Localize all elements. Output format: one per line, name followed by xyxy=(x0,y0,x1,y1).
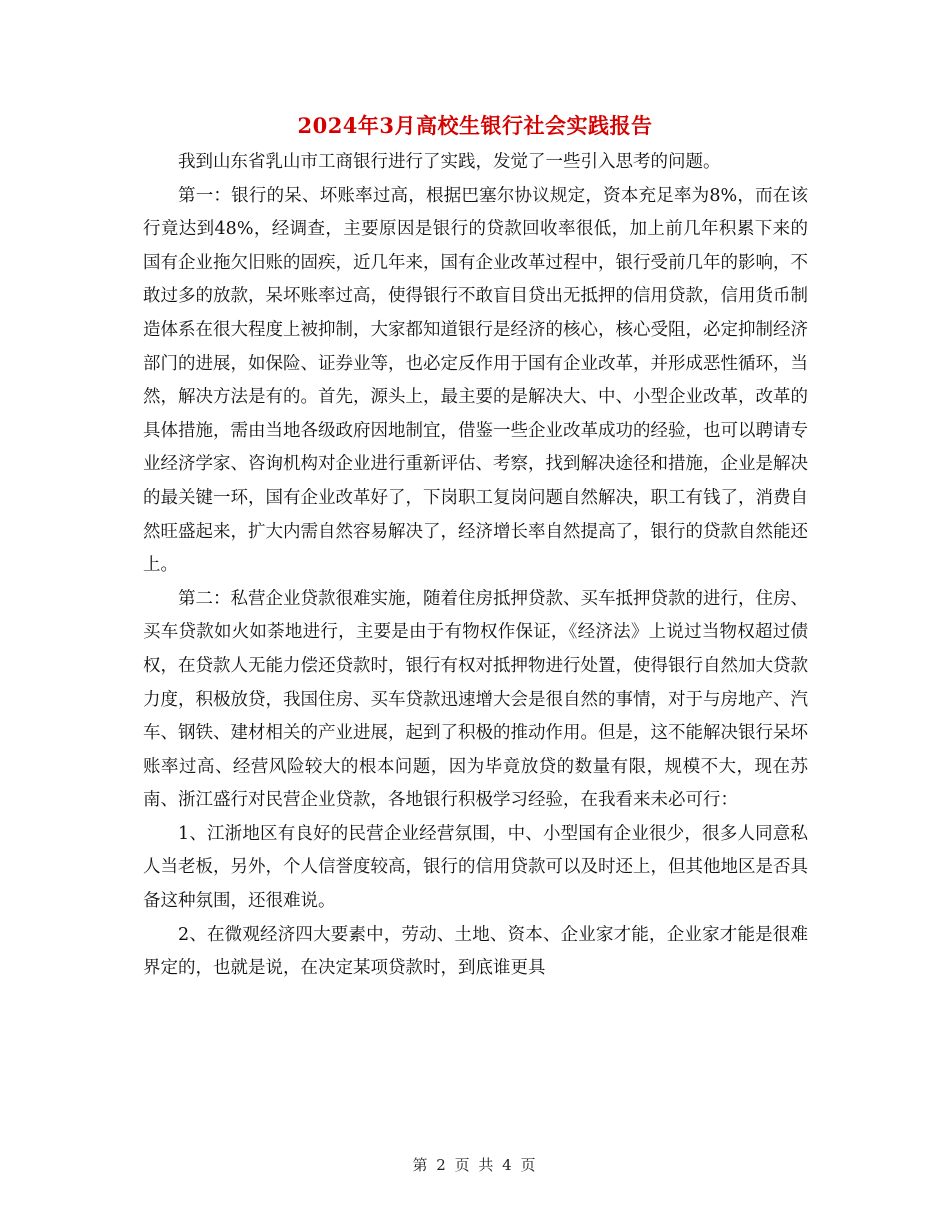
page-number-footer: 第 2 页 共 4 页 xyxy=(412,1156,538,1174)
paragraph-second-point: 第二：私营企业贷款很难实施，随着住房抵押贷款、买车抵押贷款的进行，住房、买车贷款如火如荼地进行，主要是由于有物权作保证，《经济法》上说过当物权超过债权，在贷款人无能力偿还贷款时，银行有权对抵押物进行处置，使得银行自然加大贷款力度，积极放贷，我国住房、买车贷款迅速增大会是很自然的事情，对于与房地产、汽车、钢铁、建材相关的产业进展，起到了积极的推动作用。但是，这不能解决银行呆坏账率过高、经营风险较大的根本问题，因为毕竟放贷的数量有限，规模不大，现在苏南、浙江盛行对民营企业贷款，各地银行积极学习经验，在我看来未必可行： xyxy=(143,588,808,811)
paragraph-intro: 我到山东省乳山市工商银行进行了实践，发觉了一些引入思考的问题。 xyxy=(178,152,721,172)
paragraph-first-point: 第一：银行的呆、坏账率过高，根据巴塞尔协议规定，资本充足率为8%，而在该行竟达到48%，经调查，主要原因是银行的贷款回收率很低，加上前几年积累下来的国有企业拖欠旧账的固疾，近几年来，国有企业改革过程中，银行受前几年的影响，不敢过多的放款，呆坏账率过高，使得银行不敢盲目贷出无抵押的信用贷款，信用货币制造体系在很大程度上被抑制，大家都知道银行是经济的核心，核心受阻，必定抑制经济部门的进展，如保险、证券业等，也必定反作用于国有企业改革，并形成恶性循环，当然，解决方法是有的。首先，源头上，最主要的是解决大、中、小型企业改革，改革的具体措施，需由当地各级政府因地制宜，借鉴一些企业改革成功的经验，也可以聘请专业经济学家、咨询机构对企业进行重新评估、考察，找到解决途径和措施，企业是解决的最关键一环，国有企业改革好了，下岗职工复岗问题自然解决，职工有钱了，消费自然旺盛起来，扩大内需自然容易解决了，经济增长率自然提高了，银行的贷款自然能还上。 xyxy=(143,185,808,576)
document-body xyxy=(143,146,808,986)
document-title: 2024年3月高校生银行社会实践报告 xyxy=(297,113,653,138)
paragraph-item-2: 2、在微观经济四大要素中，劳动、土地、资本、企业家才能，企业家才能是很难界定的，也就是说，在决定某项贷款时，到底谁更具 xyxy=(143,924,808,979)
paragraph-item-1: 1、江浙地区有良好的民营企业经营氛围，中、小型国有企业很少，很多人同意私人当老板，另外，个人信誉度较高，银行的信用贷款可以及时还上，但其他地区是否具备这种氛围，还很难说。 xyxy=(143,823,808,912)
